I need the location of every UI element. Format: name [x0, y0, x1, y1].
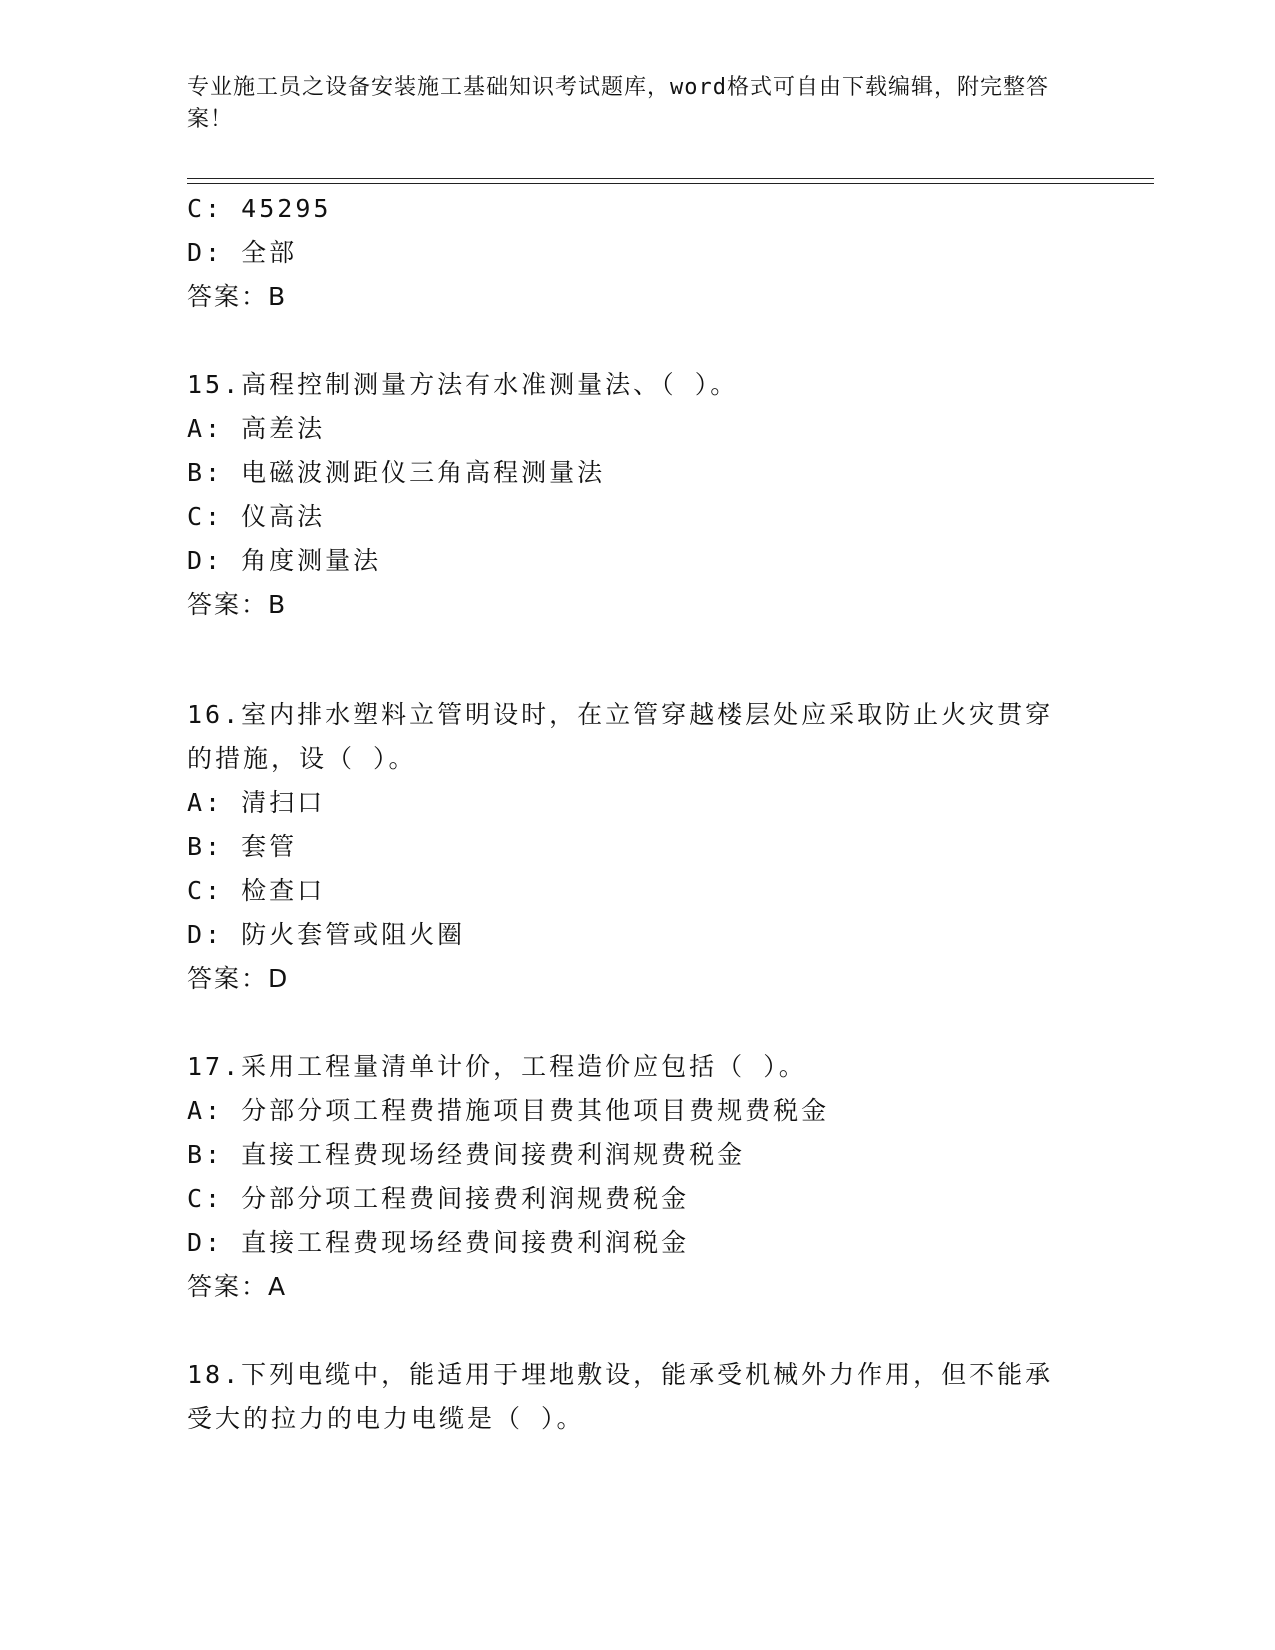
- question-stem-continued: 受大的拉力的电力电缆是（ ）。: [187, 1404, 585, 1433]
- option-line: [187, 918, 465, 952]
- option-label: B:: [187, 832, 224, 861]
- option-line: [187, 412, 325, 446]
- option-line: [187, 544, 381, 578]
- option-line: [187, 874, 325, 908]
- option-label: A:: [187, 1096, 224, 1125]
- question-stem: 15.高程控制测量方法有水准测量法、（ ）。: [187, 370, 739, 399]
- question-stem: 18.下列电缆中，能适用于埋地敷设，能承受机械外力作用，但不能承: [187, 1360, 1054, 1389]
- answer-line: 答案：D: [187, 964, 290, 993]
- option-label: D:: [187, 1228, 224, 1257]
- option-line: [187, 1138, 745, 1172]
- option-label: A:: [187, 788, 224, 817]
- option-label: D:: [187, 238, 224, 267]
- option-line: [187, 500, 325, 534]
- header-divider-bottom: [187, 183, 1154, 184]
- option-label: C:: [187, 502, 224, 531]
- answer-line: 答案：B: [187, 590, 288, 619]
- option-line: [187, 1226, 689, 1260]
- option-text: 直接工程费现场经费间接费利润税金: [241, 1228, 690, 1257]
- option-label: B:: [187, 1140, 224, 1169]
- option-line: [187, 236, 297, 270]
- option-line: [187, 830, 297, 864]
- option-label: C:: [187, 1184, 224, 1213]
- answer-line: 答案：A: [187, 1272, 288, 1301]
- option-label: D:: [187, 546, 224, 575]
- question-stem-continued: 的措施，设（ ）。: [187, 744, 417, 773]
- option-text: 分部分项工程费措施项目费其他项目费规费税金: [241, 1096, 830, 1125]
- option-text: 仪高法: [241, 502, 326, 531]
- option-line: [187, 1094, 829, 1128]
- answer-line: 答案：B: [187, 282, 288, 311]
- option-line: [187, 456, 605, 490]
- option-text: 高差法: [241, 414, 326, 443]
- question-stem: 17.采用工程量清单计价，工程造价应包括（ ）。: [187, 1052, 807, 1081]
- option-text: 套管: [241, 832, 298, 861]
- option-line: [187, 192, 331, 226]
- option-text: 防火套管或阻火圈: [241, 920, 466, 949]
- header-divider-top: [187, 178, 1154, 179]
- option-label: B:: [187, 458, 224, 487]
- question-stem: 16.室内排水塑料立管明设时，在立管穿越楼层处应采取防止火灾贯穿: [187, 700, 1054, 729]
- option-text: 检查口: [241, 876, 326, 905]
- option-label: C:: [187, 194, 224, 223]
- option-text: 电磁波测距仪三角高程测量法: [241, 458, 606, 487]
- option-label: C:: [187, 876, 224, 905]
- option-text: 45295: [241, 194, 332, 223]
- option-line: [187, 786, 325, 820]
- option-label: A:: [187, 414, 224, 443]
- option-text: 分部分项工程费间接费利润规费税金: [241, 1184, 690, 1213]
- option-text: 全部: [241, 238, 298, 267]
- option-text: 角度测量法: [241, 546, 382, 575]
- option-text: 清扫口: [241, 788, 326, 817]
- document-header-title: 专业施工员之设备安装施工基础知识考试题库，word格式可自由下载编辑，附完整答案！: [187, 75, 1049, 132]
- option-label: D:: [187, 920, 224, 949]
- option-text: 直接工程费现场经费间接费利润规费税金: [241, 1140, 746, 1169]
- option-line: [187, 1182, 689, 1216]
